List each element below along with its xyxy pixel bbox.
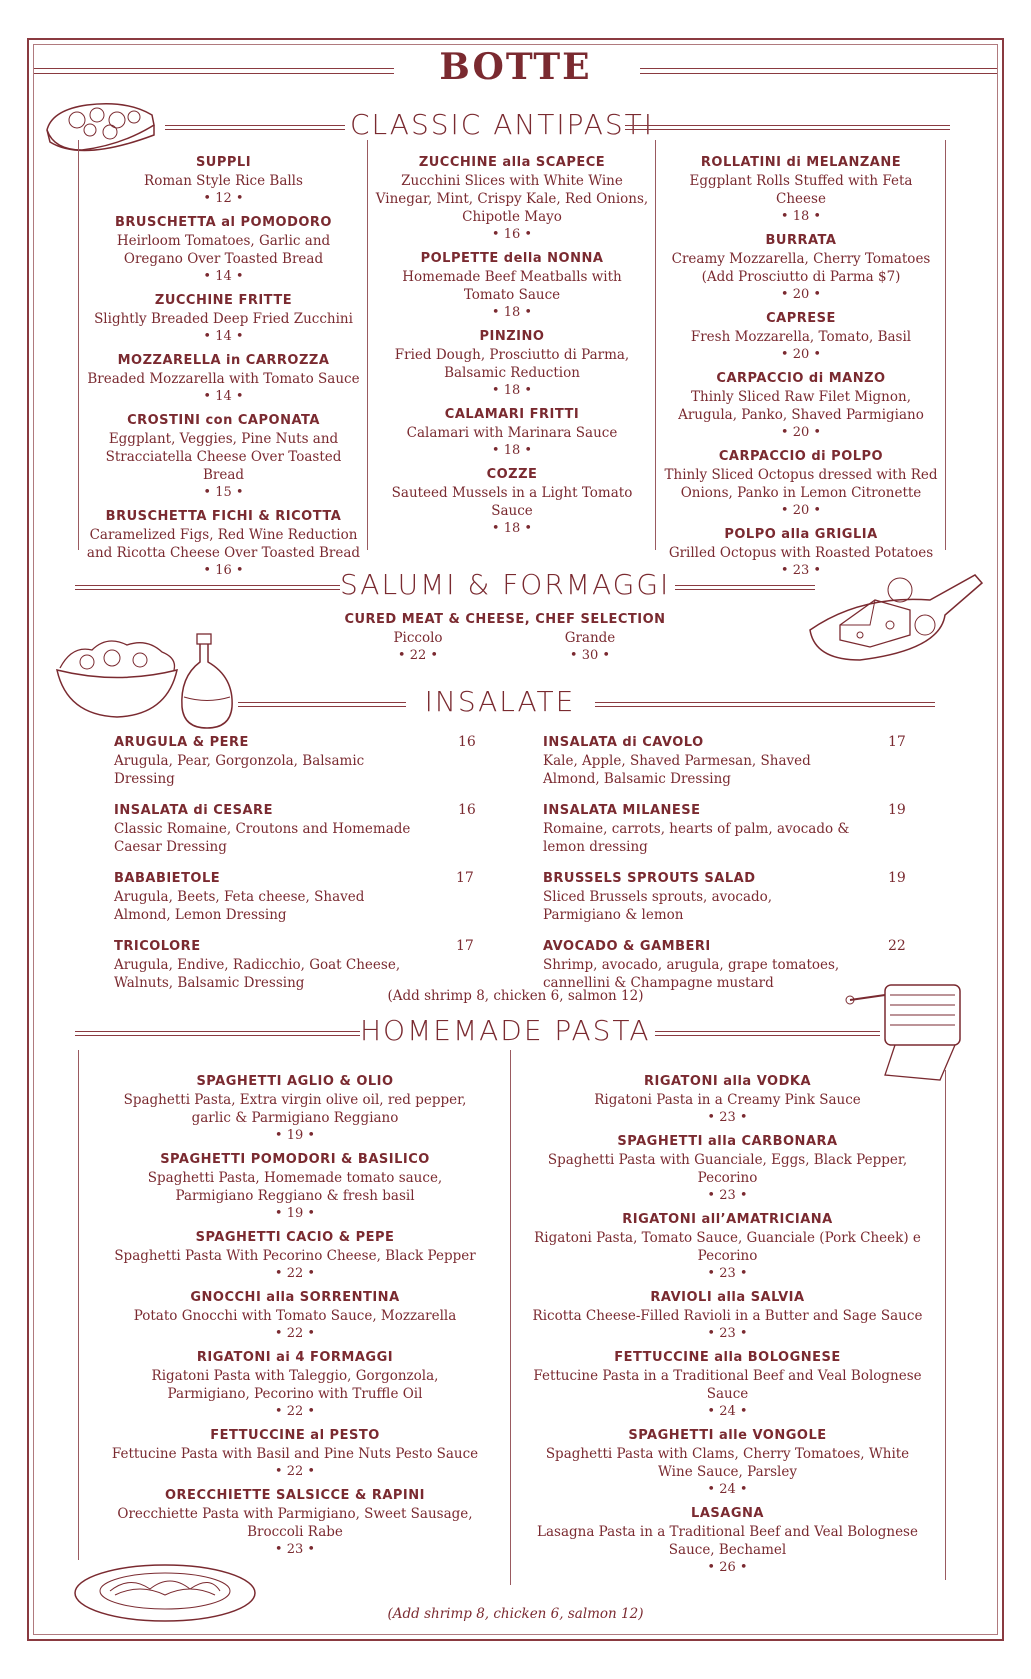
item-name: BRUSCHETTA FICHI & RICOTTA bbox=[105, 509, 342, 524]
item-name: LASAGNA bbox=[691, 1506, 764, 1521]
item-description: Sliced Brussels sprouts, avocado, Parmigiano & lemon bbox=[543, 889, 773, 923]
item-name: AVOCADO & GAMBERI bbox=[543, 939, 711, 954]
salumi-block bbox=[330, 611, 680, 669]
item-description: Thinly Sliced Octopus dressed with Red Onions, Panko in Lemon Citronette bbox=[664, 467, 938, 501]
salad-bowl-illustration bbox=[52, 630, 182, 720]
size-option-piccolo bbox=[368, 629, 468, 665]
item-description: Homemade Beef Meatballs with Tomato Sauce bbox=[402, 269, 622, 303]
menu-item bbox=[110, 1487, 480, 1559]
insalate-rule-right bbox=[595, 702, 935, 707]
item-description: Fresh Mozzarella, Tomato, Basil bbox=[690, 329, 912, 345]
salumi-title: SALUMI & FORMAGGI bbox=[340, 568, 671, 601]
item-price: • 20 • bbox=[780, 347, 822, 362]
menu-item bbox=[375, 466, 649, 538]
antipasti-rule-left bbox=[165, 125, 345, 130]
item-price: • 19 • bbox=[274, 1128, 316, 1143]
item-description: Spaghetti Pasta with Guanciale, Eggs, Black Pepper, Pecorino bbox=[547, 1152, 908, 1186]
antipasti-side-line-right bbox=[945, 140, 946, 550]
antipasti-divider-1 bbox=[367, 140, 368, 550]
item-price: • 14 • bbox=[203, 269, 244, 284]
item-name: CARPACCIO di POLPO bbox=[718, 449, 884, 464]
menu-item bbox=[530, 1427, 925, 1499]
item-name: POLPO alla GRIGLIA bbox=[724, 527, 878, 542]
menu-item bbox=[86, 292, 361, 346]
pasta-left-column bbox=[110, 1073, 480, 1565]
menu-item bbox=[86, 154, 361, 208]
item-price: • 18 • bbox=[780, 209, 822, 224]
item-price: • 23 • bbox=[707, 1110, 748, 1125]
item-name: RIGATONI all’AMATRICIANA bbox=[622, 1212, 833, 1227]
pasta-right-column bbox=[530, 1073, 925, 1583]
item-price: • 20 • bbox=[780, 287, 822, 302]
item-price: • 18 • bbox=[491, 521, 533, 536]
size-price: • 30 • bbox=[569, 648, 611, 663]
item-description: Orecchiette Pasta with Parmigiano, Sweet Sausage, Broccoli Rabe bbox=[117, 1506, 473, 1540]
item-price: 19 bbox=[888, 802, 906, 818]
item-name: SPAGHETTI alla CARBONARA bbox=[617, 1134, 838, 1149]
pasta-side-line-right bbox=[945, 1070, 946, 1580]
item-name: TRICOLORE bbox=[114, 939, 201, 954]
menu-item bbox=[543, 870, 923, 924]
item-name: ARUGULA & PERE bbox=[114, 735, 249, 750]
item-price: • 16 • bbox=[491, 227, 533, 242]
item-price: 19 bbox=[888, 870, 906, 886]
item-price: • 18 • bbox=[491, 443, 533, 458]
item-description: Ricotta Cheese-Filled Ravioli in a Butter and Sage Sauce bbox=[532, 1308, 923, 1324]
menu-item bbox=[530, 1073, 925, 1127]
cheese-board-illustration bbox=[800, 555, 985, 670]
item-name: FETTUCCINE alla BOLOGNESE bbox=[614, 1350, 841, 1365]
item-name: CARPACCIO di MANZO bbox=[716, 371, 886, 386]
item-name: BURRATA bbox=[765, 233, 837, 248]
item-description: Rigatoni Pasta in a Creamy Pink Sauce bbox=[594, 1092, 861, 1108]
item-price: • 23 • bbox=[780, 563, 822, 578]
item-description: Heirloom Tomatoes, Garlic and Oregano Over Toasted Bread bbox=[116, 233, 331, 267]
menu-item bbox=[530, 1289, 925, 1343]
size-label: Piccolo bbox=[393, 630, 443, 646]
menu-item bbox=[543, 734, 923, 788]
item-name: ZUCCHINE alla SCAPECE bbox=[418, 155, 606, 170]
item-description: Breaded Mozzarella with Tomato Sauce bbox=[87, 371, 360, 387]
item-description: Classic Romaine, Croutons and Homemade Caesar Dressing bbox=[114, 821, 411, 855]
menu-item bbox=[110, 1229, 480, 1283]
item-price: • 22 • bbox=[274, 1266, 316, 1281]
menu-item bbox=[530, 1211, 925, 1283]
menu-item bbox=[110, 1289, 480, 1343]
insalate-title: INSALATE bbox=[424, 685, 576, 718]
menu-item bbox=[86, 412, 361, 502]
salumi-rule-left bbox=[75, 585, 340, 590]
item-price: • 23 • bbox=[274, 1542, 316, 1557]
item-name: POLPETTE della NONNA bbox=[420, 251, 604, 266]
item-name: INSALATA MILANESE bbox=[543, 803, 701, 818]
item-description: Arugula, Endive, Radicchio, Goat Cheese, Walnuts, Balsamic Dressing bbox=[114, 957, 401, 991]
menu-item bbox=[110, 1073, 480, 1145]
item-description: Rigatoni Pasta with Taleggio, Gorgonzola, Parmigiano, Pecorino with Truffle Oil bbox=[151, 1368, 439, 1402]
item-description: Slightly Breaded Deep Fried Zucchini bbox=[94, 311, 353, 327]
item-name: SPAGHETTI CACIO & PEPE bbox=[195, 1230, 395, 1245]
item-price: • 18 • bbox=[491, 305, 533, 320]
item-name: BABABIETOLE bbox=[114, 871, 221, 886]
menu-item bbox=[114, 870, 494, 924]
item-description: Creamy Mozzarella, Cherry Tomatoes (Add Prosciutto di Parma $7) bbox=[671, 251, 931, 285]
menu-item bbox=[86, 508, 361, 580]
menu-item bbox=[114, 938, 494, 992]
size-label: Grande bbox=[564, 630, 616, 646]
menu-item bbox=[663, 448, 939, 520]
item-description: Kale, Apple, Shaved Parmesan, Shaved Almond, Balsamic Dressing bbox=[543, 753, 811, 787]
menu-item bbox=[530, 1349, 925, 1421]
item-description: Romaine, carrots, hearts of palm, avocado & lemon dressing bbox=[543, 821, 850, 855]
menu-item bbox=[375, 406, 649, 460]
item-description: Spaghetti Pasta with Clams, Cherry Tomatoes, White Wine Sauce, Parsley bbox=[545, 1446, 910, 1480]
menu-item bbox=[86, 352, 361, 406]
item-description: Lasagna Pasta in a Traditional Beef and Veal Bolognese Sauce, Bechamel bbox=[537, 1524, 918, 1558]
insalate-right-column bbox=[543, 734, 923, 1006]
salumi-subtitle: CURED MEAT & CHEESE, CHEF SELECTION bbox=[344, 612, 666, 627]
item-price: 22 bbox=[888, 938, 906, 954]
item-description: Fried Dough, Prosciutto di Parma, Balsamic Reduction bbox=[394, 347, 630, 381]
item-price: • 26 • bbox=[707, 1560, 748, 1575]
menu-item bbox=[110, 1349, 480, 1421]
item-price: • 24 • bbox=[707, 1404, 748, 1419]
item-name: RIGATONI alla VODKA bbox=[643, 1074, 812, 1089]
item-name: BRUSCHETTA al POMODORO bbox=[115, 215, 332, 230]
item-description: Fettucine Pasta with Basil and Pine Nuts Pesto Sauce bbox=[111, 1446, 479, 1462]
menu-item bbox=[530, 1505, 925, 1577]
item-description: Roman Style Rice Balls bbox=[144, 173, 303, 189]
pasta-rule-left bbox=[75, 1031, 360, 1036]
item-name: SPAGHETTI alle VONGOLE bbox=[628, 1428, 827, 1443]
item-description: Spaghetti Pasta, Extra virgin olive oil, red pepper, garlic & Parmigiano Reggiano bbox=[123, 1092, 467, 1126]
item-description: Zucchini Slices with White Wine Vinegar, Mint, Crispy Kale, Red Onions, Chipotle Mayo bbox=[375, 173, 649, 225]
item-name: RIGATONI ai 4 FORMAGGI bbox=[196, 1350, 394, 1365]
menu-item bbox=[663, 310, 939, 364]
size-price: • 22 • bbox=[397, 648, 439, 663]
antipasti-side-line-left bbox=[78, 140, 79, 550]
item-price: 17 bbox=[888, 734, 906, 750]
item-description: Thinly Sliced Raw Filet Mignon, Arugula, Panko, Shaved Parmigiano bbox=[678, 389, 924, 423]
item-price: • 20 • bbox=[780, 425, 822, 440]
menu-item bbox=[530, 1133, 925, 1205]
item-price: • 23 • bbox=[707, 1266, 748, 1281]
menu-item bbox=[663, 154, 939, 226]
item-description: Spaghetti Pasta With Pecorino Cheese, Black Pepper bbox=[114, 1248, 476, 1264]
olive-oil-illustration bbox=[172, 632, 242, 732]
antipasti-column-3 bbox=[663, 154, 939, 586]
menu-item bbox=[375, 250, 649, 322]
item-name: BRUSSELS SPROUTS SALAD bbox=[543, 871, 756, 886]
item-price: • 14 • bbox=[203, 329, 244, 344]
insalate-rule-left bbox=[238, 702, 406, 707]
item-name: CAPRESE bbox=[766, 311, 836, 326]
pasta-title: HOMEMADE PASTA bbox=[360, 1014, 651, 1047]
item-name: ZUCCHINE FRITTE bbox=[154, 293, 293, 308]
restaurant-logo: BOTTE bbox=[439, 46, 592, 88]
item-price: • 22 • bbox=[274, 1404, 316, 1419]
item-name: SPAGHETTI AGLIO & OLIO bbox=[196, 1074, 394, 1089]
menu-item bbox=[663, 370, 939, 442]
item-price: • 22 • bbox=[274, 1464, 316, 1479]
menu-item bbox=[114, 734, 494, 788]
insalate-addon-note: (Add shrimp 8, chicken 6, salmon 12) bbox=[387, 988, 644, 1004]
antipasti-column-2 bbox=[375, 154, 649, 544]
item-description: Sauteed Mussels in a Light Tomato Sauce bbox=[391, 485, 633, 519]
item-description: Fettucine Pasta in a Traditional Beef and Veal Bolognese Sauce bbox=[533, 1368, 922, 1402]
item-name: RAVIOLI alla SALVIA bbox=[650, 1290, 805, 1305]
antipasti-column-1 bbox=[86, 154, 361, 586]
item-description: Eggplant, Veggies, Pine Nuts and Stracciatella Cheese Over Toasted Bread bbox=[105, 431, 342, 483]
antipasti-title: CLASSIC ANTIPASTI bbox=[350, 108, 655, 141]
pasta-divider bbox=[510, 1050, 511, 1585]
menu-item bbox=[375, 328, 649, 400]
salumi-rule-right bbox=[675, 585, 815, 590]
item-name: GNOCCHI alla SORRENTINA bbox=[190, 1290, 400, 1305]
menu-item bbox=[663, 232, 939, 304]
item-price: • 20 • bbox=[780, 503, 822, 518]
item-description: Grilled Octopus with Roasted Potatoes bbox=[668, 545, 934, 561]
menu-item bbox=[86, 214, 361, 286]
item-description: Rigatoni Pasta, Tomato Sauce, Guanciale (Pork Cheek) e Pecorino bbox=[534, 1230, 921, 1264]
item-price: 17 bbox=[456, 870, 474, 886]
antipasti-rule-right bbox=[625, 125, 950, 130]
item-price: • 22 • bbox=[274, 1326, 316, 1341]
item-name: PINZINO bbox=[479, 329, 545, 344]
menu-item bbox=[114, 802, 494, 856]
item-price: • 12 • bbox=[203, 191, 244, 206]
item-name: MOZZARELLA in CARROZZA bbox=[117, 353, 330, 368]
item-name: INSALATA di CAVOLO bbox=[543, 735, 704, 750]
item-name: ROLLATINI di MELANZANE bbox=[700, 155, 902, 170]
item-name: CALAMARI FRITTI bbox=[444, 407, 580, 422]
insalate-left-column bbox=[114, 734, 494, 1006]
item-description: Potato Gnocchi with Tomato Sauce, Mozzarella bbox=[133, 1308, 457, 1324]
item-price: • 16 • bbox=[203, 563, 244, 578]
item-description: Calamari with Marinara Sauce bbox=[406, 425, 618, 441]
item-price: 16 bbox=[458, 734, 476, 750]
item-price: • 15 • bbox=[203, 485, 244, 500]
item-price: • 24 • bbox=[707, 1482, 748, 1497]
item-name: INSALATA di CESARE bbox=[114, 803, 273, 818]
item-name: SPAGHETTI POMODORI & BASILICO bbox=[160, 1152, 430, 1167]
item-price: • 18 • bbox=[491, 383, 533, 398]
item-description: Arugula, Pear, Gorgonzola, Balsamic Dressing bbox=[114, 753, 365, 787]
item-price: • 23 • bbox=[707, 1326, 748, 1341]
item-description: Spaghetti Pasta, Homemade tomato sauce, Parmigiano Reggiano & fresh basil bbox=[147, 1170, 443, 1204]
item-price: • 23 • bbox=[707, 1188, 748, 1203]
item-description: Shrimp, avocado, arugula, grape tomatoes, cannellini & Champagne mustard bbox=[543, 957, 840, 991]
item-description: Eggplant Rolls Stuffed with Feta Cheese bbox=[689, 173, 913, 207]
item-description: Arugula, Beets, Feta cheese, Shaved Almond, Lemon Dressing bbox=[114, 889, 365, 923]
item-price: 16 bbox=[458, 802, 476, 818]
item-name: COZZE bbox=[486, 467, 538, 482]
item-name: ORECCHIETTE SALSICCE & RAPINI bbox=[165, 1488, 425, 1503]
size-option-grande bbox=[540, 629, 640, 665]
item-price: 17 bbox=[456, 938, 474, 954]
item-description: Caramelized Figs, Red Wine Reduction and Ricotta Cheese Over Toasted Bread bbox=[86, 527, 361, 561]
item-price: • 19 • bbox=[274, 1206, 316, 1221]
antipasti-divider-2 bbox=[655, 140, 656, 550]
pasta-machine-illustration bbox=[845, 975, 980, 1085]
item-name: FETTUCCINE al PESTO bbox=[210, 1428, 380, 1443]
menu-item bbox=[110, 1151, 480, 1223]
item-name: SUPPLI bbox=[195, 155, 252, 170]
menu-item bbox=[375, 154, 649, 244]
pasta-addon-note: (Add shrimp 8, chicken 6, salmon 12) bbox=[387, 1606, 644, 1622]
item-name: CROSTINI con CAPONATA bbox=[127, 413, 320, 428]
menu-item bbox=[543, 802, 923, 856]
menu-item bbox=[110, 1427, 480, 1481]
item-price: • 14 • bbox=[203, 389, 244, 404]
pasta-side-line-left bbox=[78, 1050, 79, 1560]
